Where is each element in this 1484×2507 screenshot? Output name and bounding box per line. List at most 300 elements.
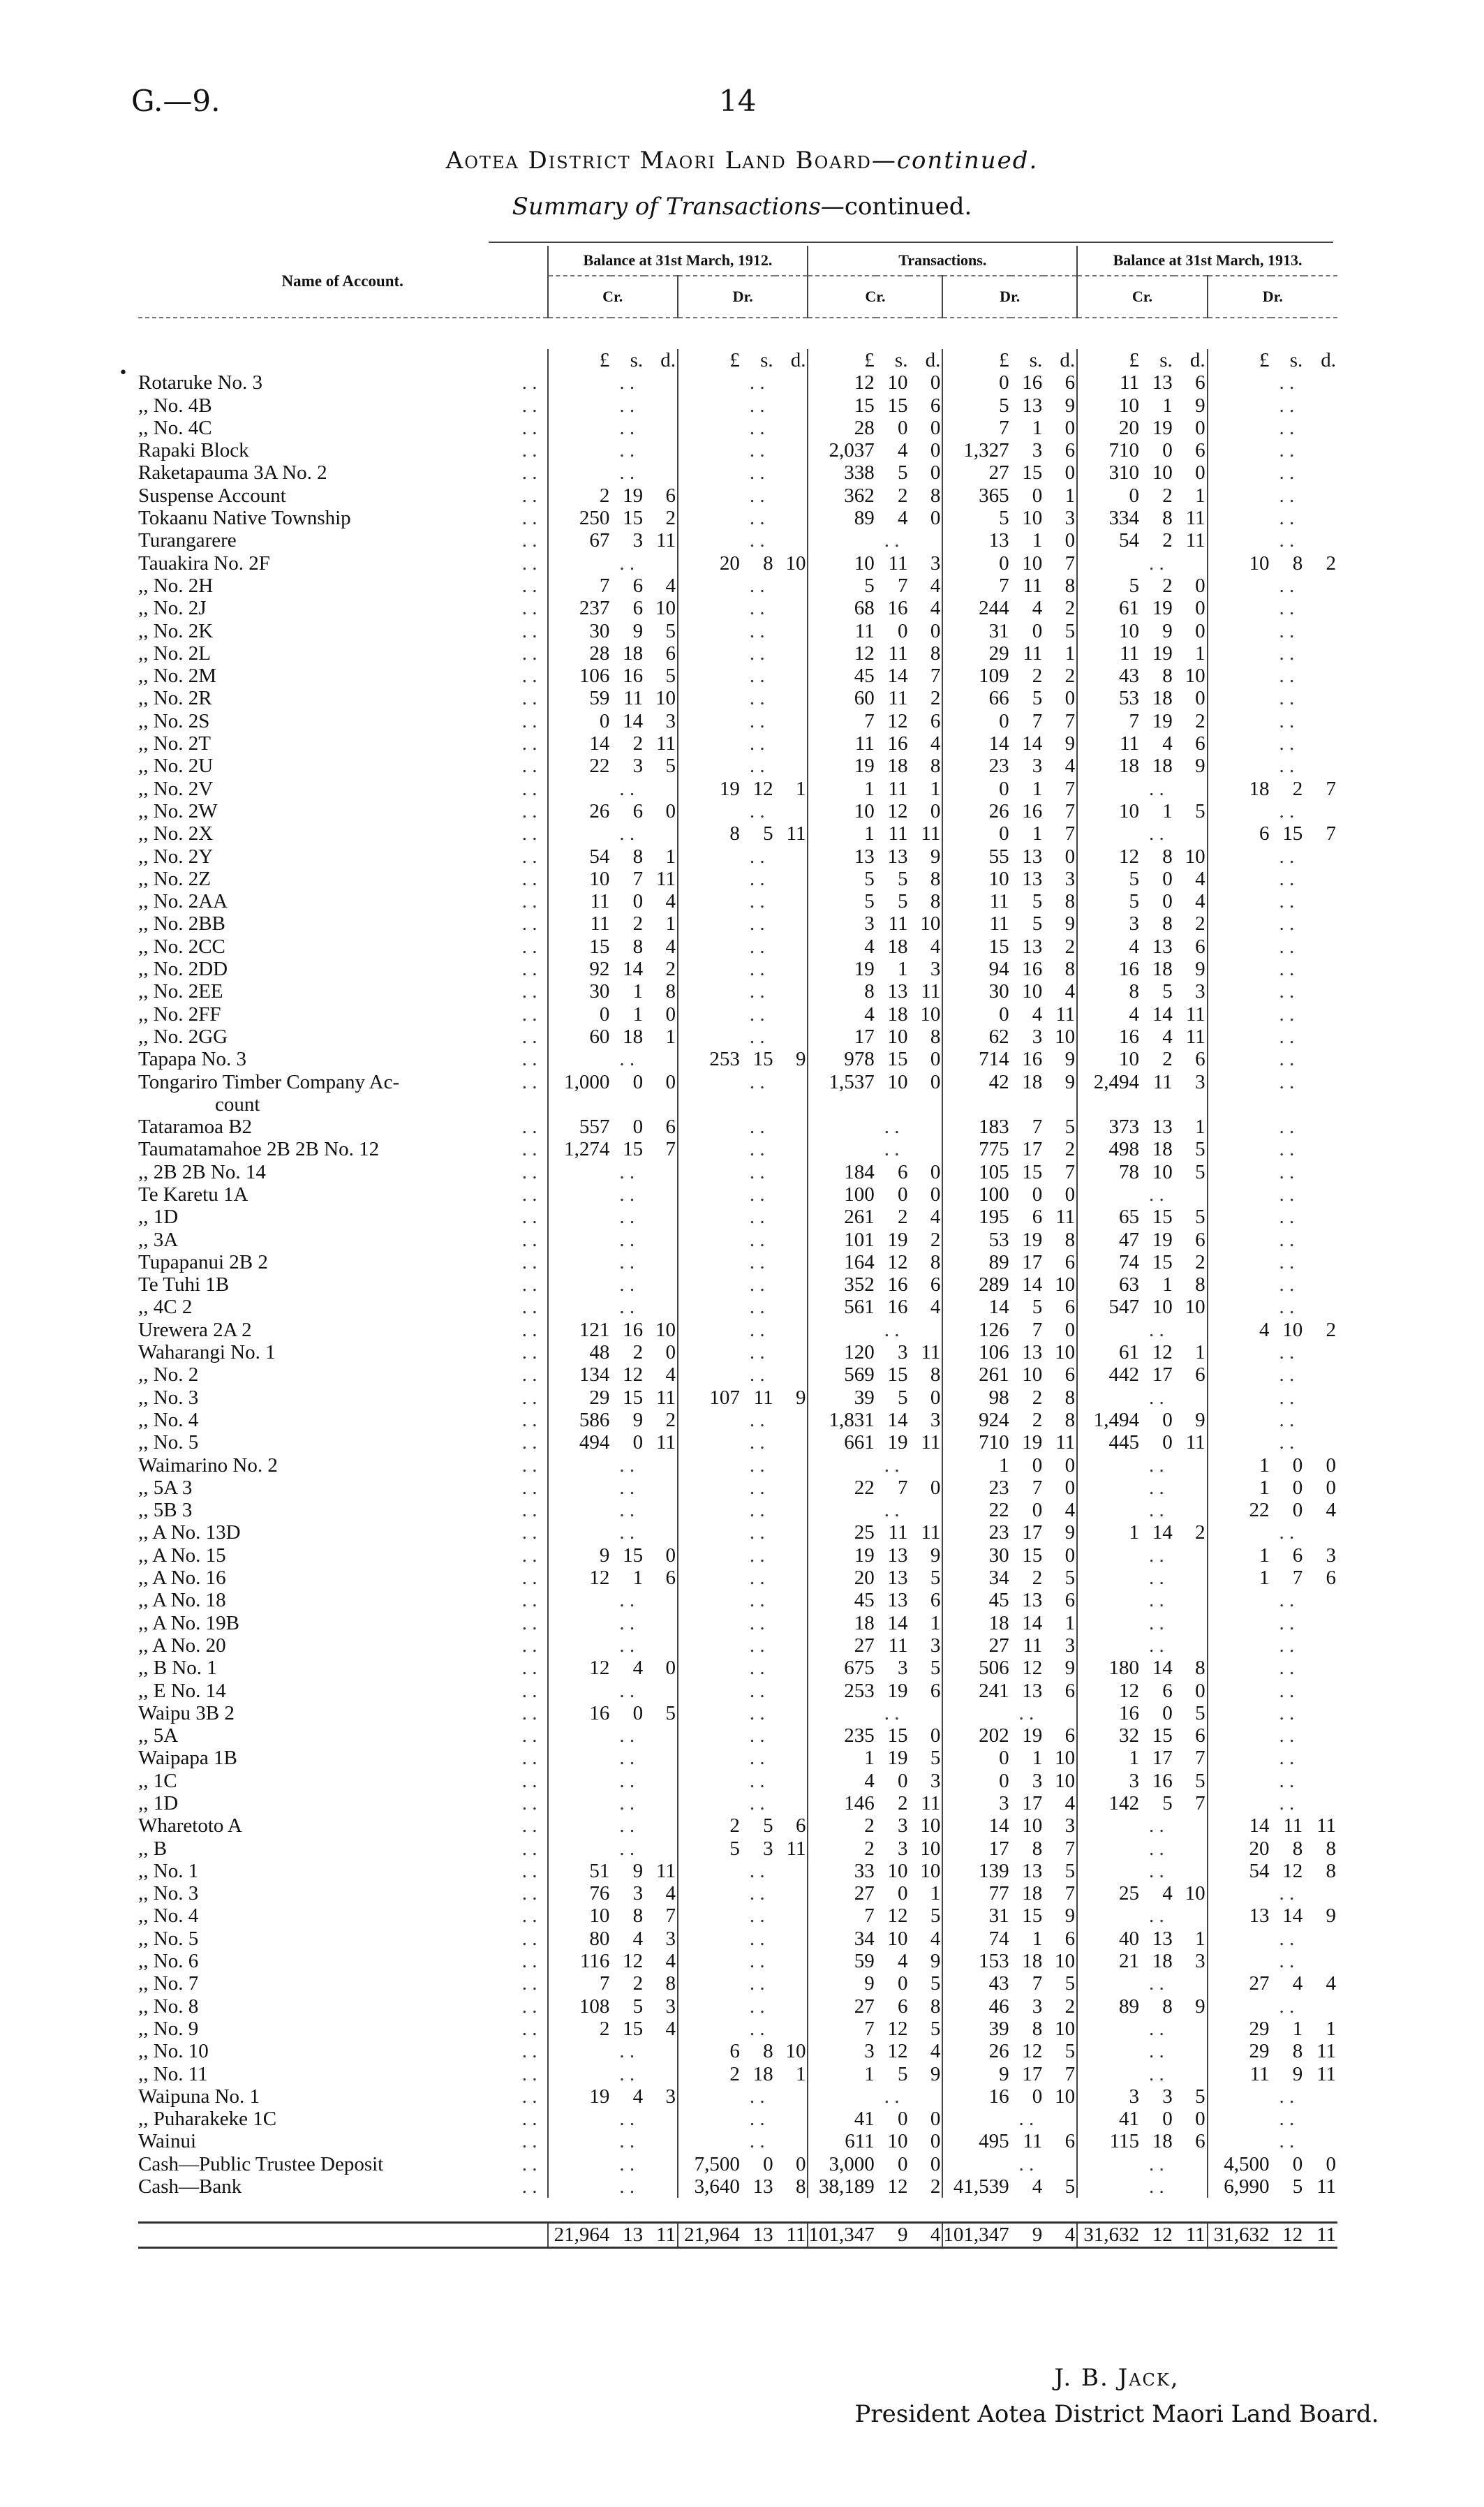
amount-cell: 5 xyxy=(632,1995,644,2018)
amount-cell xyxy=(1208,1680,1271,1702)
total-cell: 13 xyxy=(741,2223,775,2247)
amount-cell: . . xyxy=(1279,642,1295,665)
amount-cell: 14 xyxy=(1208,1814,1271,1837)
amount-cell xyxy=(1304,439,1337,461)
amount-cell: 0 xyxy=(1195,687,1205,710)
amount-cell: 8 xyxy=(930,867,941,890)
amount-cell: 6,990 xyxy=(1208,2175,1271,2198)
amount-cell: . . xyxy=(1279,1386,1295,1409)
account-name xyxy=(138,1770,548,1792)
amount-cell: . . xyxy=(749,755,765,778)
account-name xyxy=(138,687,548,709)
amount-cell: 1 xyxy=(808,2063,875,2085)
amount-cell: 0 xyxy=(1195,619,1205,642)
amount-cell: 16 xyxy=(887,1296,908,1319)
table-row xyxy=(138,2063,1337,2085)
amount-cell xyxy=(1208,935,1271,958)
account-name xyxy=(138,1950,548,1972)
amount-cell xyxy=(1174,1567,1208,1589)
amount-cell: 6 xyxy=(930,1273,941,1296)
amount-cell: . . xyxy=(1149,1476,1164,1499)
amount-cell: 13 xyxy=(1022,867,1043,890)
amount-cell: 18 xyxy=(1152,2130,1173,2153)
amount-cell: 12 xyxy=(623,1363,644,1386)
amount-cell xyxy=(775,1273,808,1296)
amount-cell: 8 xyxy=(763,2040,773,2063)
amount-cell: . . xyxy=(1279,845,1295,868)
amount-cell: 2 xyxy=(665,958,676,981)
amount-cell: 3,640 xyxy=(678,2175,741,2198)
amount-cell: 11 xyxy=(888,687,908,710)
amount-cell: . . xyxy=(1279,507,1295,530)
amount-cell xyxy=(1304,507,1337,529)
amount-cell: 5 xyxy=(1195,1769,1205,1792)
amount-cell: 8 xyxy=(1162,507,1173,530)
amount-cell: 4 xyxy=(1208,1319,1271,1341)
amount-cell xyxy=(1304,1521,1337,1544)
amount-cell: 22 xyxy=(808,1477,875,1499)
amount-cell xyxy=(1304,1995,1337,2018)
amount-cell: 9 xyxy=(1064,1657,1076,1680)
amount-cell xyxy=(548,2040,611,2062)
amount-cell: 6 xyxy=(897,1160,908,1183)
account-name-text: ,, No. 3 xyxy=(138,1882,199,1905)
account-name-text: ,, No. 5 xyxy=(138,1927,199,1950)
amount-cell: 15 xyxy=(1152,1250,1173,1273)
amount-cell: 7 xyxy=(548,575,611,597)
amount-cell: . . xyxy=(619,1611,635,1634)
amount-cell: 10 xyxy=(1185,665,1205,688)
amount-cell: 8 xyxy=(632,1905,644,1928)
account-name xyxy=(138,1116,548,1138)
amount-cell: 20 xyxy=(808,1567,875,1589)
total-cell: 11 xyxy=(1304,2223,1337,2247)
amount-cell: 67 xyxy=(548,529,611,552)
unit-label: £ xyxy=(1077,349,1141,371)
amount-cell: 2 xyxy=(1032,665,1043,688)
amount-cell xyxy=(1304,529,1337,552)
leader-dots: . . xyxy=(521,1995,537,2018)
amount-cell xyxy=(775,1206,808,1228)
amount-cell xyxy=(1304,1928,1337,1950)
amount-cell: 3 xyxy=(1162,2085,1173,2108)
amount-cell: . . xyxy=(1279,1769,1295,1792)
amount-cell: 241 xyxy=(942,1680,1010,1702)
amount-cell: . . xyxy=(1279,1995,1295,2018)
amount-cell xyxy=(1174,1634,1208,1657)
amount-cell: 0 xyxy=(942,822,1010,845)
amount-cell: 11 xyxy=(1185,507,1205,530)
amount-cell: 1 xyxy=(1064,642,1076,665)
amount-cell: 13 xyxy=(1152,1927,1173,1950)
amount-cell: 10 xyxy=(1208,552,1271,575)
amount-cell xyxy=(775,755,808,777)
amount-cell: 6 xyxy=(930,1679,941,1702)
amount-cell: 8 xyxy=(1195,1273,1205,1296)
amount-cell: 4 xyxy=(1292,1972,1303,1995)
amount-cell: 8 xyxy=(930,1250,941,1273)
amount-cell: 4 xyxy=(665,1363,676,1386)
amount-cell xyxy=(1208,1251,1271,1273)
amount-cell xyxy=(678,1183,741,1206)
amount-cell: 8 xyxy=(1064,890,1076,913)
amount-cell: 27 xyxy=(942,1634,1010,1657)
amount-cell: 4 xyxy=(665,935,676,958)
amount-cell: . . xyxy=(884,1138,900,1161)
amount-cell: 19 xyxy=(1022,1724,1043,1747)
amount-cell: 5 xyxy=(942,394,1010,417)
amount-cell: 15 xyxy=(887,1363,908,1386)
amount-cell: 3 xyxy=(1195,980,1205,1003)
amount-cell: 0 xyxy=(632,890,644,913)
table-row xyxy=(138,1409,1337,1431)
amount-cell xyxy=(644,2063,678,2085)
amount-cell: 13 xyxy=(887,845,908,868)
amount-cell xyxy=(1304,1093,1337,1116)
amount-cell: 1 xyxy=(795,777,806,800)
table-row xyxy=(138,1950,1337,1972)
amount-cell: 0 xyxy=(632,1116,644,1139)
amount-cell xyxy=(678,732,741,755)
amount-cell xyxy=(1304,755,1337,777)
account-name-text: ,, No. 2L xyxy=(138,642,211,665)
leader-dots: . . xyxy=(521,1341,537,1364)
amount-cell: . . xyxy=(749,597,765,620)
amount-cell: 244 xyxy=(942,597,1010,619)
amount-cell: 11 xyxy=(656,732,676,755)
table-row xyxy=(138,461,1337,484)
account-name xyxy=(138,2085,548,2108)
amount-cell xyxy=(1208,1183,1271,1206)
amount-cell: . . xyxy=(619,1048,635,1071)
amount-cell xyxy=(678,845,741,868)
amount-cell xyxy=(1304,710,1337,732)
table-row xyxy=(138,755,1337,777)
amount-cell xyxy=(1208,845,1271,868)
amount-cell: 2 xyxy=(1032,1408,1043,1431)
amount-cell: 109 xyxy=(942,665,1010,687)
amount-cell xyxy=(1174,1612,1208,1634)
amount-cell: . . xyxy=(749,1995,765,2018)
leader-dots: . . xyxy=(521,1837,537,1860)
amount-cell: 7 xyxy=(1064,709,1076,732)
amount-cell: 4 xyxy=(1032,597,1043,620)
amount-cell: 0 xyxy=(930,1724,941,1747)
amount-cell: 1 xyxy=(1032,1927,1043,1950)
amount-cell: . . xyxy=(1279,1882,1295,1905)
amount-cell xyxy=(1208,620,1271,642)
amount-cell: . . xyxy=(619,1724,635,1747)
account-name xyxy=(138,1567,548,1589)
amount-cell: 6 xyxy=(1326,1567,1336,1590)
amount-cell xyxy=(1304,935,1337,958)
table-row xyxy=(138,1251,1337,1273)
amount-cell: . . xyxy=(884,1701,900,1724)
amount-cell: 12 xyxy=(887,1250,908,1273)
amount-cell xyxy=(1304,1229,1337,1251)
amount-cell: 13 xyxy=(808,845,875,868)
amount-cell xyxy=(644,1792,678,1814)
amount-cell: 6 xyxy=(1162,1679,1173,1702)
amount-cell xyxy=(775,1521,808,1544)
amount-cell: 59 xyxy=(548,687,611,709)
amount-cell: . . xyxy=(619,1792,635,1814)
amount-cell xyxy=(678,1273,741,1296)
amount-cell xyxy=(808,2085,875,2108)
amount-cell: 15 xyxy=(887,1048,908,1071)
amount-cell: 120 xyxy=(808,1341,875,1363)
leader-dots: . . xyxy=(521,394,537,417)
amount-cell xyxy=(909,1138,942,1160)
leader-dots: . . xyxy=(521,597,537,620)
amount-cell xyxy=(1044,1093,1077,1116)
amount-cell: 77 xyxy=(942,1882,1010,1905)
amount-cell xyxy=(775,1770,808,1792)
amount-cell: 11 xyxy=(1077,732,1141,755)
amount-cell: . . xyxy=(1279,1048,1295,1071)
amount-cell xyxy=(678,1995,741,2018)
account-name-text: Taumatamahoe 2B 2B No. 12 xyxy=(138,1138,380,1161)
amount-cell xyxy=(644,822,678,845)
amount-cell: 15 xyxy=(1282,822,1303,845)
amount-cell: . . xyxy=(749,1657,765,1680)
leader-dots: . . xyxy=(521,890,537,913)
amount-cell xyxy=(678,1792,741,1814)
amount-cell: . . xyxy=(749,1792,765,1814)
leader-dots: . . xyxy=(521,2175,537,2198)
amount-cell: 4 xyxy=(1162,1025,1173,1048)
amount-cell xyxy=(678,1071,741,1093)
leader-dots: . . xyxy=(521,1499,537,1522)
amount-cell: 19 xyxy=(1152,642,1173,665)
account-name-text: Tupapanui 2B 2 xyxy=(138,1250,268,1273)
amount-cell: 6 xyxy=(1064,1250,1076,1273)
amount-cell: 6 xyxy=(930,709,941,732)
amount-cell: . . xyxy=(1279,1070,1295,1093)
amount-cell: 3 xyxy=(1064,867,1076,890)
amount-cell: . . xyxy=(1149,822,1164,845)
amount-cell xyxy=(678,1138,741,1160)
amount-cell: 20 xyxy=(1208,1837,1271,1860)
amount-cell: 1 xyxy=(1292,2017,1303,2040)
account-name xyxy=(138,1183,548,1206)
amount-cell: 29 xyxy=(1208,2040,1271,2062)
amount-cell: 13 xyxy=(942,529,1010,552)
amount-cell: 3 xyxy=(632,755,644,778)
leader-dots: . . xyxy=(521,980,537,1003)
amount-cell: 1 xyxy=(942,1454,1010,1477)
account-name xyxy=(138,665,548,687)
leader-dots: . . xyxy=(521,1454,537,1477)
amount-cell xyxy=(775,1882,808,1905)
amount-cell: 4 xyxy=(930,1206,941,1229)
amount-cell: 13 xyxy=(887,1544,908,1567)
amount-cell: 19 xyxy=(808,958,875,980)
amount-cell xyxy=(1208,371,1271,394)
account-name-text: ,, No. 7 xyxy=(138,1972,199,1995)
amount-cell xyxy=(678,1589,741,1611)
amount-cell xyxy=(1208,1521,1271,1544)
account-name-text: ,, No. 4C xyxy=(138,416,212,439)
amount-cell xyxy=(1174,1905,1208,1927)
leader-dots: . . xyxy=(521,619,537,642)
amount-cell: 9 xyxy=(930,1544,941,1567)
leader-dots: . . xyxy=(521,1273,537,1296)
table-row xyxy=(138,1792,1337,1814)
table-row xyxy=(138,1499,1337,1521)
amount-cell xyxy=(1304,890,1337,912)
table-row xyxy=(138,1680,1337,1702)
account-name xyxy=(138,1634,548,1657)
amount-cell: . . xyxy=(1149,1499,1164,1522)
amount-cell: 14 xyxy=(1022,732,1043,755)
amount-cell: 184 xyxy=(808,1161,875,1183)
amount-cell: 42 xyxy=(942,1071,1010,1093)
account-name-text: ,, No. 2 xyxy=(138,1363,199,1386)
amount-cell: . . xyxy=(749,1454,765,1477)
account-name xyxy=(138,1905,548,1927)
amount-cell: 31 xyxy=(942,1905,1010,1927)
amount-cell: 445 xyxy=(1077,1431,1141,1454)
amount-cell: . . xyxy=(749,416,765,439)
amount-cell xyxy=(548,1273,611,1296)
leader-dots: . . xyxy=(521,709,537,732)
amount-cell: . . xyxy=(884,1318,900,1341)
leader-dots: . . xyxy=(521,1228,537,1251)
amount-cell: 16 xyxy=(623,665,644,688)
amount-cell: 10 xyxy=(1185,1882,1205,1905)
amount-cell: 10 xyxy=(785,2040,806,2063)
amount-cell: . . xyxy=(1279,1025,1295,1048)
amount-cell: 98 xyxy=(942,1386,1010,1409)
amount-cell xyxy=(1304,1116,1337,1138)
amount-cell: 5 xyxy=(897,461,908,485)
amount-cell: 61 xyxy=(1077,597,1141,619)
amount-cell: 0 xyxy=(1064,1318,1076,1341)
amount-cell: 11 xyxy=(1077,371,1141,394)
amount-cell: 126 xyxy=(942,1319,1010,1341)
amount-cell xyxy=(1304,1950,1337,1972)
amount-cell xyxy=(1304,1792,1337,1814)
amount-cell xyxy=(775,642,808,665)
amount-cell xyxy=(1208,958,1271,980)
amount-cell xyxy=(1208,1341,1271,1363)
account-name xyxy=(138,1972,548,1995)
amount-cell xyxy=(644,2153,678,2175)
amount-cell: 661 xyxy=(808,1431,875,1454)
leader-dots: . . xyxy=(521,912,537,935)
leader-dots: . . xyxy=(521,416,537,439)
signatory-title: President Aotea District Maori Land Board. xyxy=(854,2400,1379,2428)
amount-cell xyxy=(775,529,808,552)
amount-cell: . . xyxy=(1279,371,1295,394)
amount-cell: 11 xyxy=(1055,1206,1076,1229)
amount-cell: 0 xyxy=(930,507,941,530)
amount-cell: 4 xyxy=(1326,1499,1336,1522)
column-header-transactions: Transactions. xyxy=(808,246,1077,276)
amount-cell xyxy=(1304,597,1337,619)
amount-cell: 19 xyxy=(1152,1228,1173,1251)
amount-cell xyxy=(1304,394,1337,417)
amount-cell: . . xyxy=(884,2085,900,2108)
amount-cell: 6 xyxy=(1292,1544,1303,1567)
amount-cell xyxy=(548,1724,611,1747)
amount-cell xyxy=(1077,1386,1141,1409)
amount-cell: 10 xyxy=(1185,845,1205,868)
amount-cell: 27 xyxy=(808,1882,875,1905)
amount-cell: . . xyxy=(749,732,765,755)
amount-cell: 20 xyxy=(1077,417,1141,439)
amount-cell: 0 xyxy=(897,619,908,642)
amount-cell xyxy=(775,1341,808,1363)
amount-cell: 16 xyxy=(942,2085,1010,2108)
account-name xyxy=(138,417,548,439)
amount-cell: 54 xyxy=(1208,1860,1271,1882)
unit-label: d. xyxy=(1189,349,1205,371)
amount-cell xyxy=(775,1680,808,1702)
amount-cell xyxy=(808,529,875,552)
amount-cell xyxy=(1304,2085,1337,2108)
amount-cell: 0 xyxy=(1032,2085,1043,2108)
amount-cell: 6 xyxy=(1064,2130,1076,2153)
amount-cell: . . xyxy=(749,1476,765,1499)
amount-cell: 4 xyxy=(632,1657,644,1680)
amount-cell xyxy=(644,1680,678,1702)
amount-cell: 3 xyxy=(1064,1814,1076,1837)
amount-cell: 250 xyxy=(548,507,611,529)
amount-cell: 7 xyxy=(1064,552,1076,575)
table-row xyxy=(138,1273,1337,1296)
amount-cell xyxy=(1141,1093,1174,1116)
amount-cell: 0 xyxy=(632,1070,644,1093)
amount-cell xyxy=(1208,1724,1271,1747)
amount-cell: 1 xyxy=(665,845,676,868)
unit-label: s. xyxy=(760,349,773,371)
amount-cell: 28 xyxy=(548,642,611,665)
amount-cell: 4 xyxy=(1064,1499,1076,1522)
amount-cell: 15 xyxy=(808,394,875,417)
leader-dots: . . xyxy=(521,1905,537,1928)
transactions-table xyxy=(138,246,1337,2249)
amount-cell: 5 xyxy=(665,665,676,688)
amount-cell: 0 xyxy=(942,371,1010,394)
amount-cell: 10 xyxy=(655,687,676,710)
amount-cell: 15 xyxy=(1152,1206,1173,1229)
amount-cell xyxy=(1208,732,1271,755)
amount-cell: . . xyxy=(1149,1454,1164,1477)
amount-cell: 54 xyxy=(1077,529,1141,552)
amount-cell xyxy=(1208,642,1271,665)
amount-cell: 101 xyxy=(808,1229,875,1251)
amount-cell: 11 xyxy=(753,1386,773,1409)
account-name-text: ,, No. 2J xyxy=(138,597,207,620)
amount-cell: 3 xyxy=(665,2085,676,2108)
amount-cell: 8 xyxy=(930,755,941,778)
amount-cell: 19 xyxy=(887,1228,908,1251)
amount-cell: . . xyxy=(884,1499,900,1522)
amount-cell xyxy=(1174,1183,1208,1206)
amount-cell xyxy=(775,1093,808,1116)
unit-label: s. xyxy=(630,349,644,371)
account-name-text: Rapaki Block xyxy=(138,439,249,462)
amount-cell: 2 xyxy=(1064,1995,1076,2018)
amount-cell xyxy=(775,1634,808,1657)
amount-cell xyxy=(1304,1680,1337,1702)
account-name xyxy=(138,1251,548,1273)
total-cell: 4 xyxy=(1044,2223,1077,2247)
amount-cell: . . xyxy=(749,439,765,462)
account-name-text: Wainui xyxy=(138,2130,197,2153)
